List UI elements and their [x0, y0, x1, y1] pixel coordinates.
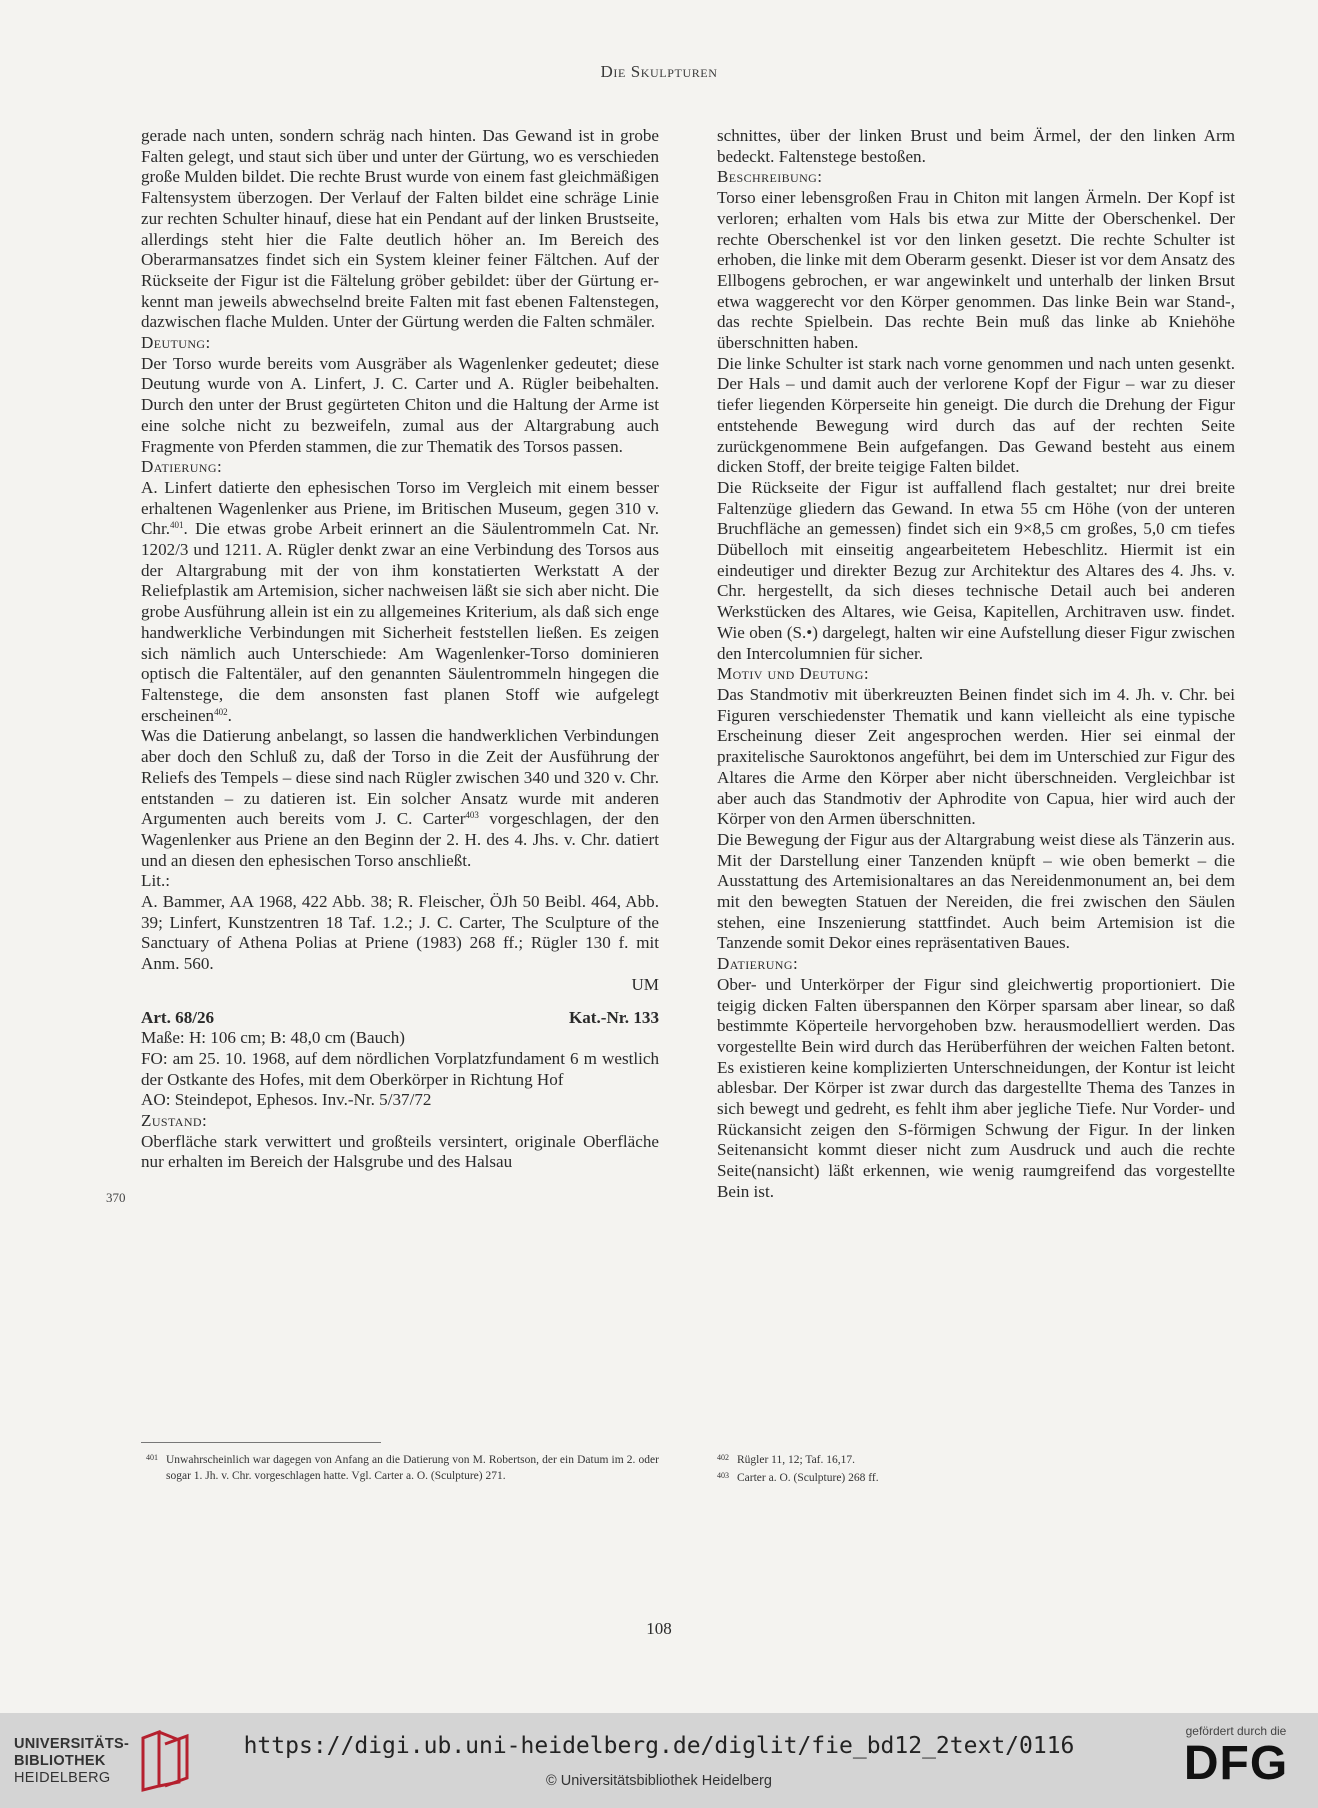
footnote-401: 401 Unwahrscheinlich war dagegen von Anfang an die Datierung von M. Robertson, der ein Datum im 2. oder sogar 1. Jh. v. Chr. vorgeschlagen hatte. Vgl. Carter a. O. (Sculpture) 271. — [146, 1453, 659, 1482]
left-column — [141, 126, 659, 1173]
footnote-403: 403 Carter a. O. (Sculpture) 268 ff. — [717, 1471, 879, 1484]
author-initials: UM — [631, 974, 659, 994]
dfg-logo[interactable] — [1176, 1724, 1296, 1790]
footnote-divider — [141, 1442, 381, 1443]
paragraph: Was die Datierung anbelangt, so lassen die handwerklichen Verbindungen aber doch den Schluß zu, daß der Torso in die Zeit der Ausführung der Reliefs des Tempels – diese sind nach Rügler zwischen 340 und 320 v. Chr. entstanden – zu datieren ist. Ein solcher Ansatz wurde mit anderen Argumenten auch bereits vom J. C. Carter$^{403}$ vorgeschlagen, der den Wagenlenker aus Priene an den Beginn der 2. H. des 4. Jhs. v. Chr. datiert und an diesen den ephesischen Torso anschließt. — [141, 726, 659, 870]
paragraph: Torso einer lebensgroßen Frau in Chiton mit langen Ärmeln. Der Kopf ist verloren; erhalten vom Hals bis etwa zur Mitte der Oberschenkel. Der rechte Oberschenkel ist vor den linken gesetzt. Die rechte Schulter ist erhoben, die linke mit dem Oberarm gesenkt. Dieser ist vor dem Ansatz des Ellbogens gebrochen, er war angewinkelt und unterhalb der linken Brsut etwa waggerecht vor den Körper genommen. Das linke Bein war Stand-, das rechte Spielbein. Das rechte Bein muß das linke ab Kniehöhe überschnitten haben. — [717, 188, 1235, 353]
catalog-entry-heading — [141, 1008, 659, 1029]
paragraph: A. Linfert datierte den ephesischen Torso im Vergleich mit einem besser erhaltenen Wagenlenker aus Priene, im Britischen Museum, gegen 310 v. Chr.$^{401}$. Die etwas grobe Arbeit erinnert an die Säulentrommeln Cat. Nr. 1202/3 und 1211. A. Rügler denkt zwar an eine Verbindung des Torsos aus der Altargrabung mit der von ihm konstatierten Werkstatt A der Reliefplastik am Artemision, sicher nachweisen läßt sie sich aber nicht. Die grobe Ausführung allein ist ein zu allgemeines Kriterium, als daß sich enge handwerkliche Verbindungen mit Sicherheit feststellen ließen. Es zeigen sich nämlich auch Unterschiede: Am Wagenlenker-Torso dominieren optisch die Faltentäler, auf den genannten Säulentrommeln hingegen die Faltenstege, die dem ansonsten fast planen Stoff wie aufgelegt erscheinen$^{402}$. — [141, 477, 659, 725]
right-column — [717, 126, 1235, 1203]
footnote-ref-401[interactable]: 401 — [169, 520, 184, 531]
paragraph: Die Rückseite der Figur ist auffallend flach gestaltet; nur drei breite Faltenzüge gliedern das Gewand. In etwa 55 cm Höhe (von der unteren Bruchfläche an gemessen) findet sich ein 9×8,5 cm großes, 5,0 cm tiefes Dübelloch mit einseitig angearbeitetem Hebeschlitz. Hiermit ist ein eindeutiger und direkter Bezug zur Architektur des Altares des 4. Jhs. v. Chr. hergestellt, da sich dieses technische Detail auch bei anderen Werkstücken des Altares, wie Geisa, Kapitellen, Architraven usw. findet. Wie oben (S.•) dargelegt, halten wir eine Aufstellung dieser Figur zwischen den Intercolumnien für sicher. — [717, 477, 1235, 663]
paragraph: Die linke Schulter ist stark nach vorne genommen und nach unten gesenkt. Der Hals – und damit auch der verlorene Kopf der Figur – war zu dieser tiefer liegenden Körperseite hin geneigt. Die durch die Drehung der Figur entstehende Bewegung wird durch das auf der rechten Seite zurückgenommene Bein aufgefangen. Das Gewand besteht aus einem dicken Stoff, der breite teigige Falten bildet. — [717, 353, 1235, 477]
page-number: 108 — [646, 1619, 672, 1638]
paragraph: gerade nach unten, sondern schräg nach hinten. Das Gewand ist in grobe Falten gelegt, und staut sich über und unter der Gürtung, wo es verschieden große Mulden bildet. Die rechte Brust wurde von einem fast gleichmäßigen Faltensystem überzogen. Der Verlauf der Falten bildet eine schräge Linie zur rechten Schulter hinauf, diese hat ein Pendant auf der linken Brustseite, allerdings steht hier die Falte deutlich höher an. Im Bereich des Oberarmansatzes findet sich ein System kleiner feiner Fältchen. Auf der Rückseite der Figur ist die Fältelung gröber gebildet: über der Gürtung erkennt man jeweils abwechselnd breite Falten mit fast ebenen Faltenstegen, dazwischen flache Mulden. Unter der Gürtung werden die Falten schmäler. — [141, 126, 659, 332]
section-heading-datierung: Datierung: — [141, 457, 223, 477]
section-heading-zustand: Zustand: — [141, 1111, 208, 1131]
paragraph: Die Bewegung der Figur aus der Altargrabung weist diese als Tänzerin aus. Mit der Darstellung einer Tanzenden knüpft – wie oben bemerkt – die Ausstattung des Artemisionaltares an das Nereidenmonument an, bei dem mit den bewegten Statuen der Nereiden, die frei zwischen den Säulen stehen, eine Inszenierung stattfindet. Auch beim Artemision ist die Tanzende somit Dekor eines repräsentativen Baues. — [717, 829, 1235, 953]
entry-aufbewahrungsort: AO: Steindepot, Ephesos. Inv.-Nr. 5/37/72 — [141, 1090, 432, 1110]
section-heading-deutung: Deutung: — [141, 333, 211, 353]
entry-masse: Maße: H: 106 cm; B: 48,0 cm (Bauch) — [141, 1028, 405, 1048]
margin-number: 370 — [106, 1190, 126, 1205]
paragraph: Der Torso wurde bereits vom Ausgräber als Wagenlenker gedeutet; diese Deutung wurde von A. Linfert, J. C. Carter und A. Rügler beibehalten. Durch den unter der Brust gegürteten Chiton und die Haltung der Arme ist eine solche nicht zu bezweifeln, zumal aus der Altargrabung auch Fragmente von Pferden stammen, die zur Thematik des Torsos passen. — [141, 353, 659, 456]
section-heading-beschreibung: Beschreibung: — [717, 167, 823, 187]
footnote-402: 402 Rügler 11, 12; Taf. 16,17. — [717, 1453, 856, 1466]
permalink-url[interactable]: https://digi.ub.uni-heidelberg.de/diglit/fie_bd12_2text/0116 — [243, 1733, 1075, 1759]
footnotes-right — [717, 1450, 1235, 1486]
entry-kat-number: Kat.-Nr. 133 — [568, 1007, 659, 1027]
section-heading-motiv: Motiv und Deutung: — [717, 664, 870, 684]
entry-fundort: FO: am 25. 10. 1968, auf dem nördlichen Vorplatzfundament 6 m westlich der Ostkante des Hofes, mit dem Oberkörper in Richtung Hof — [141, 1048, 659, 1089]
copyright-notice: © Universitätsbibliothek Heidelberg — [546, 1773, 772, 1789]
paragraph: Ober- und Unterkörper der Figur sind gleichwertig proportioniert. Die teigig dicken Falten überspannen den Körper sparsam aber linear, so daß bestimmte Köperteile hervorgehoben bzw. herausmodelliert werden. Das vorgestellte Bein wird durch das Herüberführen der weichen Falten betont. Es existieren keine komplizierten Unterschneidungen, der Kontur ist leicht ablesbar. Der Körper ist zwar durch das dargestellte Thema des Tanzes in sich bewegt und gedreht, es fehlt ihm aber jegliche Tiefe. Nur Vorder- und Rückansicht zeigen den S-förmigen Schwung der Figur. In der linken Seitenansicht kommt dieser nicht zum Ausdruck und auch die rechte Seite(nansicht) läßt erkennen, wie wenig raumgreifend das vorgestellte Bein ist. — [717, 974, 1235, 1201]
literature-label: Lit.: — [141, 871, 170, 891]
footnote-ref-402[interactable]: 402 — [214, 706, 228, 717]
paragraph: Oberfläche stark verwittert und großteils versintert, originale Oberfläche nur erhalten im Bereich der Halsgrube und des Halsau — [141, 1131, 659, 1172]
paragraph: schnittes, über der linken Brust und beim Ärmel, der den linken Arm bedeckt. Faltenstege bestoßen. — [717, 126, 1235, 166]
section-heading-datierung: Datierung: — [717, 954, 799, 974]
paragraph: Das Standmotiv mit überkreuzten Beinen findet sich im 4. Jh. v. Chr. bei Figuren verschiedenster Thematik und kann vielleicht als eine typische Erscheinung dieser Zeit angesprochen werden. Hier sei einmal der praxitelische Sauroktonos angeführt, bei dem im Unterschied zur Figur des Altares die Arme den Körper aber nicht überschneiden. Vergleichbar ist aber auch das Standmotiv der Aphrodite von Capua, hier wird auch der Körper von den Armen überschnitten. — [717, 684, 1235, 829]
viewer-footer — [0, 1713, 1318, 1808]
library-name: UNIVERSITÄTS- BIBLIOTHEK HEIDELBERG — [14, 1735, 130, 1786]
dfg-wordmark: DFG — [1183, 1737, 1289, 1790]
funded-by-label: gefördert durch die — [1185, 1724, 1287, 1738]
entry-art-number: Art. 68/26 — [141, 1007, 215, 1027]
footnote-ref-403[interactable]: 403 — [465, 810, 479, 821]
running-head: Die Skulpturen — [600, 62, 718, 81]
literature: A. Bammer, AA 1968, 422 Abb. 38; R. Fleischer, ÖJh 50 Beibl. 464, Abb. 39; Linfert, Kunstzentren 18 Taf. 1.2.; J. C. Carter, The Sculpture of the Sanctuary of Athena Polias at Priene (1983) 268 ff.; Rügler 130 f. mit Anm. 560. — [141, 892, 659, 974]
footnotes-left — [146, 1450, 659, 1484]
